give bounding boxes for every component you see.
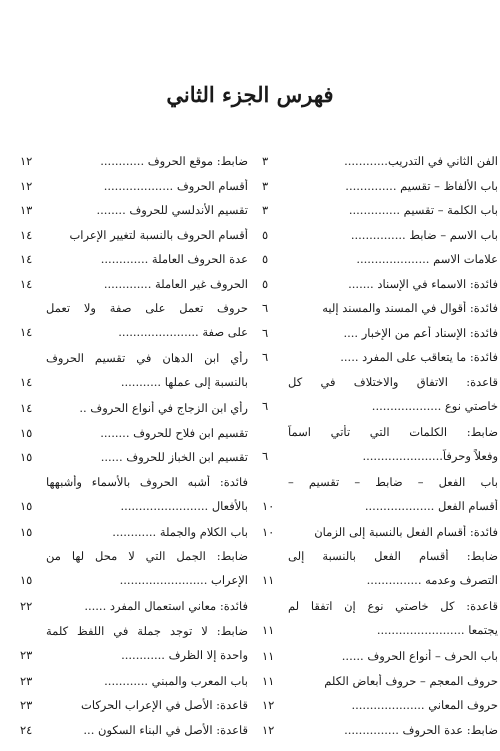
- entry-title: [46, 277, 248, 292]
- entry-title-line: باب الألفاظ – تقسيم ..............: [345, 178, 498, 193]
- entry-title: [288, 425, 498, 464]
- entry-title: [288, 375, 498, 414]
- entry-page-number: ١١: [262, 673, 275, 688]
- entry-title-line: يجتمعا ........................: [376, 623, 498, 637]
- entry-title: [46, 351, 248, 390]
- entry-title: [46, 624, 248, 663]
- entry-page-number: ٥: [262, 276, 269, 291]
- entry-title-line: الحروف غير العاملة .............: [103, 276, 248, 291]
- entry-title: [46, 475, 248, 514]
- index-entry: [20, 301, 248, 351]
- entry-page-number: ١٢: [20, 154, 33, 168]
- entry-title-line: التصرف وعدمه ...............: [366, 573, 498, 587]
- entry-title-line: وفعلاً وحرفاً......................: [362, 448, 498, 463]
- entry-title-line: فائدة: أقوال في المسند والمسند إليه: [322, 301, 498, 315]
- entry-title-line: فائدة: ما يتعاقب على المفرد .....: [340, 350, 498, 364]
- index-entry: [262, 326, 498, 351]
- entry-title-line: رأي ابن الدهان في تقسيم الحروف: [46, 351, 248, 365]
- index-entry: [20, 179, 248, 204]
- entry-title: [46, 525, 248, 540]
- entry-page-number: ١٢: [262, 698, 275, 712]
- entry-page-number: ٦: [262, 301, 269, 315]
- entry-title: [46, 179, 248, 194]
- entry-title: [46, 426, 248, 441]
- entry-title-line: قاعدة: كل خاصتي نوع إن اتفقا لم: [288, 599, 498, 613]
- entry-title: [288, 326, 498, 341]
- entry-title-line: فائدة: أشبه الحروف بالأسماء وأشبهها: [46, 474, 248, 489]
- entry-title-line: قاعدة: الأصل في البناء السكون ...: [83, 722, 248, 737]
- entry-title-line: الفن الثاني في التدريب............: [344, 154, 498, 168]
- index-entry: [20, 599, 248, 624]
- entry-title: [46, 599, 248, 614]
- entry-page-number: ١٤: [20, 276, 33, 291]
- entry-title: [46, 301, 248, 340]
- entry-page-number: ٣: [262, 203, 269, 217]
- entry-title: [288, 350, 498, 365]
- entry-title: [46, 674, 248, 689]
- entry-page-number: ٣: [262, 154, 269, 168]
- entry-title-line: تقسيم ابن الخباز للحروف ......: [100, 450, 248, 464]
- index-entry: [262, 723, 498, 748]
- entry-title-line: ضابط: عدة الحروف ...............: [344, 722, 498, 737]
- index-entry: [20, 674, 248, 699]
- entry-title-line: باب الفعل – ضابط – تقسيم –: [288, 474, 498, 489]
- index-entry: [20, 228, 248, 253]
- entry-title-line: حروف المعاني ....................: [351, 698, 498, 712]
- entry-title-line: ضابط: موقع الحروف ............: [100, 154, 248, 168]
- index-entry: [262, 252, 498, 277]
- entry-title: [46, 450, 248, 465]
- entry-title: [288, 301, 498, 316]
- entry-page-number: ١٢: [262, 722, 275, 737]
- entry-title-line: ضابط: أقسام الفعل بالنسبة إلى: [288, 549, 498, 563]
- entry-title-line: تقسيم الأندلسي للحروف ........: [96, 203, 248, 217]
- index-entry: [20, 475, 248, 525]
- entry-title: [46, 549, 248, 588]
- entry-title: [288, 154, 498, 169]
- index-entry: [20, 154, 248, 179]
- entry-page-number: ١٥: [20, 573, 33, 587]
- entry-title-line: حروف تعمل على صفة ولا تعمل: [46, 301, 248, 315]
- index-entry: [262, 301, 498, 326]
- entry-title-line: الإعراب ........................: [119, 573, 248, 587]
- index-entry: [20, 549, 248, 599]
- entry-title-line: ضابط: الكلمات التي تأتي اسماً: [288, 424, 498, 439]
- entry-page-number: ٦: [262, 350, 269, 364]
- entry-title-line: باب الحرف – أنواع الحروف ......: [341, 649, 498, 663]
- index-entry: [262, 179, 498, 204]
- entry-title: [288, 674, 498, 689]
- entry-page-number: ١٤: [20, 325, 33, 339]
- index-entry: [20, 450, 248, 475]
- index-entry: [20, 723, 248, 748]
- entry-page-number: ١١: [262, 573, 275, 587]
- entry-title-line: واحدة إلا الظرف ............: [121, 647, 248, 662]
- entry-page-number: ٣: [262, 178, 269, 193]
- page-title: فهرس الجزء الثاني: [166, 82, 334, 107]
- entry-title: [288, 179, 498, 194]
- entry-title-line: رأي ابن الزجاج في أنواع الحروف ..: [79, 401, 248, 415]
- entry-page-number: ١٥: [20, 425, 33, 440]
- index-entry: [262, 375, 498, 425]
- entry-page-number: ١٤: [20, 375, 33, 389]
- entry-title: [288, 549, 498, 588]
- entry-page-number: ١٥: [20, 450, 33, 464]
- entry-title: [46, 228, 248, 243]
- entry-title-line: علامات الاسم ....................: [356, 252, 498, 266]
- entry-page-number: ١٥: [20, 498, 33, 513]
- entry-title-line: باب المعرب والمبني ............: [104, 673, 248, 688]
- entry-title-line: حروف المعجم – حروف أبعاض الكلم: [324, 673, 498, 688]
- entry-title: [46, 401, 248, 416]
- entry-title-line: تقسيم ابن فلاح للحروف ........: [100, 425, 248, 440]
- entry-page-number: ٢٤: [20, 722, 33, 737]
- entry-page-number: ١١: [262, 649, 275, 663]
- index-entry: [262, 228, 498, 253]
- entry-page-number: ٢٣: [20, 673, 33, 688]
- entry-title-line: خاصتي نوع ...................: [371, 398, 498, 413]
- index-entry: [20, 698, 248, 723]
- entry-title: [46, 252, 248, 267]
- index-entry: [262, 674, 498, 699]
- entry-title-line: أقسام الحروف ...................: [103, 178, 248, 193]
- index-entry: [262, 475, 498, 525]
- entry-title-line: بالنسبة إلى عملها ...........: [120, 375, 248, 389]
- entry-title: [288, 228, 498, 243]
- index-entry: [262, 203, 498, 228]
- entry-title-line: أقسام الحروف بالنسبة لتغيير الإعراب: [69, 227, 248, 242]
- entry-title: [288, 599, 498, 638]
- index-entry: [20, 277, 248, 302]
- index-entry: [262, 599, 498, 649]
- entry-title-line: أقسام الفعل ...................: [364, 498, 498, 513]
- entry-page-number: ٢٢: [20, 599, 33, 613]
- entry-title-line: فائدة: أقسام الفعل بالنسبة إلى الزمان: [314, 524, 498, 539]
- entry-title: [288, 277, 498, 292]
- entry-title-line: فائدة: معاني استعمال المفرد ......: [84, 599, 248, 613]
- entry-page-number: ١٠: [262, 498, 275, 513]
- index-entry: [20, 624, 248, 674]
- entry-title: [288, 698, 498, 713]
- entry-title-line: قاعدة: الأصل في الإعراب الحركات: [81, 698, 248, 712]
- index-entry: [262, 698, 498, 723]
- entry-title-line: فائدة: الإسناد أعم من الإخبار ....: [343, 325, 498, 340]
- entry-page-number: ٦: [262, 325, 269, 340]
- index-entry: [262, 350, 498, 375]
- index-column-right: [262, 154, 498, 744]
- index-entry: [20, 525, 248, 550]
- entry-page-number: ٢٣: [20, 647, 33, 662]
- entry-title-line: بالأفعال ........................: [120, 498, 248, 513]
- entry-title: [46, 203, 248, 218]
- index-entry: [262, 525, 498, 550]
- entry-title-line: ضابط: الجمل التي لا محل لها من: [46, 549, 248, 563]
- entry-page-number: ٥: [262, 252, 269, 266]
- index-entry: [20, 426, 248, 451]
- entry-page-number: ٥: [262, 227, 269, 242]
- entry-title: [288, 203, 498, 218]
- entry-title: [288, 475, 498, 514]
- index-entry: [20, 203, 248, 228]
- index-column-left: [20, 154, 248, 744]
- index-entry: [262, 649, 498, 674]
- index-entry: [262, 549, 498, 599]
- entry-page-number: ١٤: [20, 401, 33, 415]
- entry-page-number: ١٠: [262, 524, 275, 539]
- index-entry: [20, 401, 248, 426]
- entry-title: [46, 723, 248, 738]
- entry-title-line: فائدة: الاسماء في الإسناد .......: [348, 276, 498, 291]
- entry-page-number: ١٢: [20, 178, 33, 193]
- entry-title: [288, 723, 498, 738]
- entry-page-number: ١٣: [20, 203, 33, 217]
- entry-title: [288, 525, 498, 540]
- entry-title: [46, 698, 248, 713]
- entry-title-line: ضابط: لا توجد جملة في اللفظ كلمة: [46, 623, 248, 638]
- entry-title-line: باب الكلام والجملة ............: [112, 524, 248, 539]
- entry-title-line: على صفة ......................: [118, 325, 248, 339]
- index-entry: [262, 277, 498, 302]
- entry-title: [288, 252, 498, 267]
- index-entry: [262, 154, 498, 179]
- entry-page-number: ١١: [262, 623, 275, 637]
- index-entry: [20, 252, 248, 277]
- entry-page-number: ٦: [262, 398, 269, 413]
- entry-title: [288, 649, 498, 664]
- entry-page-number: ١٥: [20, 524, 33, 539]
- entry-title-line: باب الكلمة – تقسيم ..............: [348, 203, 498, 217]
- entry-page-number: ٦: [262, 448, 269, 463]
- entry-title-line: عدة الحروف العاملة .............: [100, 252, 248, 266]
- index-entry: [262, 425, 498, 475]
- index-entry: [20, 351, 248, 401]
- entry-title-line: باب الاسم – ضابط ...............: [350, 227, 498, 242]
- entry-page-number: ١٤: [20, 252, 33, 266]
- entry-title: [46, 154, 248, 169]
- entry-page-number: ١٤: [20, 227, 33, 242]
- entry-page-number: ٢٣: [20, 698, 33, 712]
- entry-title-line: قاعدة: الاتفاق والاختلاف في كل: [288, 374, 498, 389]
